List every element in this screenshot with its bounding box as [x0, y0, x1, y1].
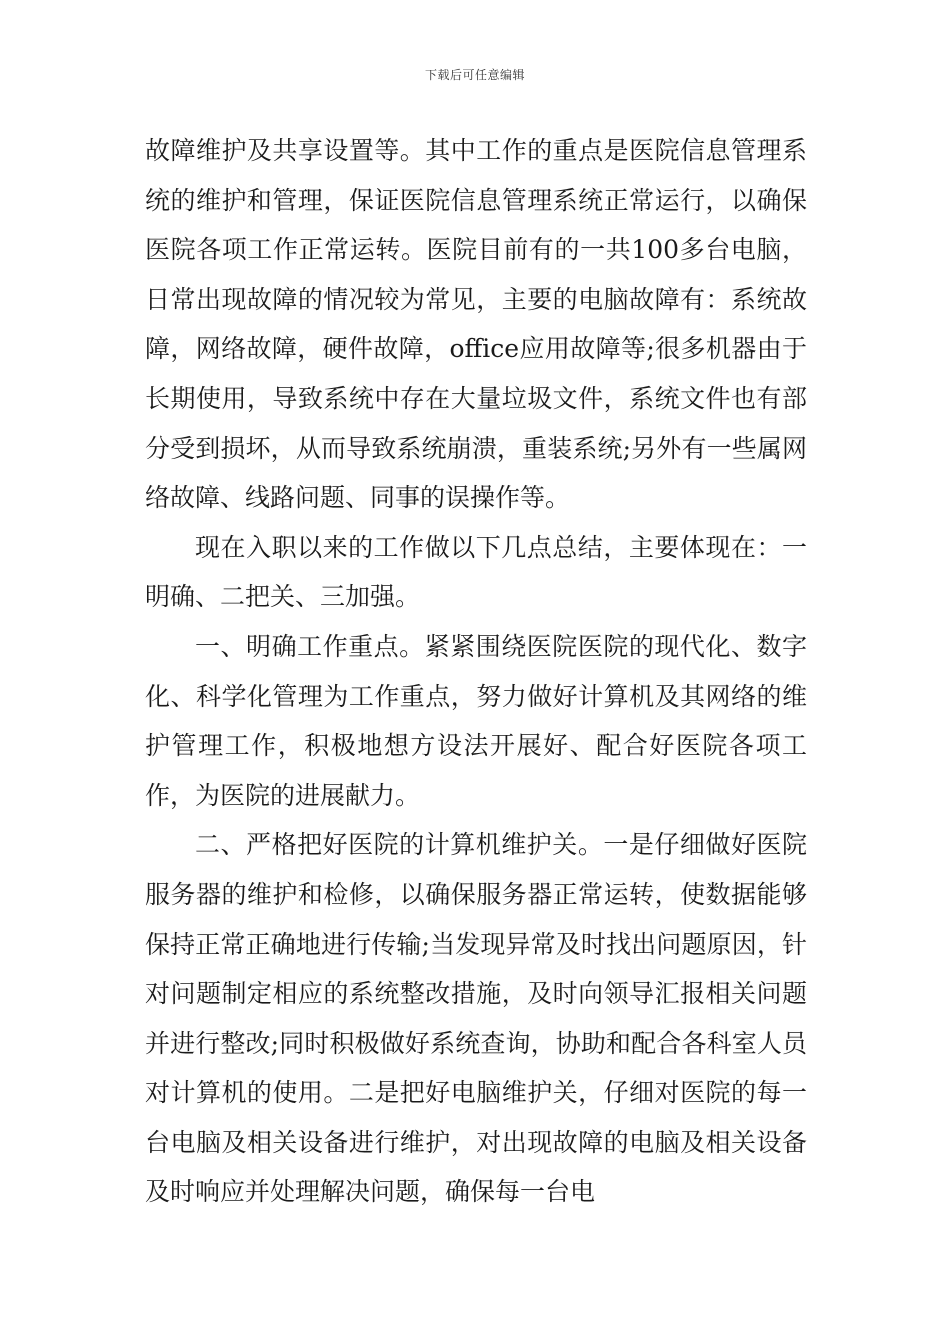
paragraph-point-one: 一、明确工作重点。紧紧围绕医院医院的现代化、数字化、科学化管理为工作重点，努力做好计算机及其网络的维护管理工作，积极地想方设法开展好、配合好医院各项工作，为医院的进展献力。 [145, 631, 807, 810]
paragraph-continuation: 故障维护及共享设置等。其中工作的重点是医院信息管理系统的维护和管理，保证医院信息管理系统正常运行，以确保医院各项工作正常运转。医院目前有的一共100多台电脑，日常出现故障的情况较为常见，主要的电脑故障有：系统故障，网络故障，硬件故障，office应用故障等;很多机器由于长期使用，导致系统中存在大量垃圾文件，系统文件也有部分受到损坏，从而导致系统崩溃，重装系统;另外有一些属网络故障、线路问题、同事的误操作等。 [145, 136, 807, 513]
document-body [145, 126, 807, 1217]
paragraph-summary-intro: 现在入职以来的工作做以下几点总结，主要体现在：一明确、二把关、三加强。 [145, 532, 807, 612]
paragraph-point-two: 二、严格把好医院的计算机维护关。一是仔细做好医院服务器的维护和检修，以确保服务器正常运转，使数据能够保持正常正确地进行传输;当发现异常及时找出问题原因，针对问题制定相应的系统整改措施，及时向领导汇报相关问题并进行整改;同时积极做好系统查询，协助和配合各科室人员对计算机的使用。二是把好电脑维护关，仔细对医院的每一台电脑及相关设备进行维护，对出现故障的电脑及相关设备及时响应并处理解决问题，确保每一台电 [145, 830, 807, 1207]
page-header: 下载后可任意编辑 [424, 68, 525, 82]
